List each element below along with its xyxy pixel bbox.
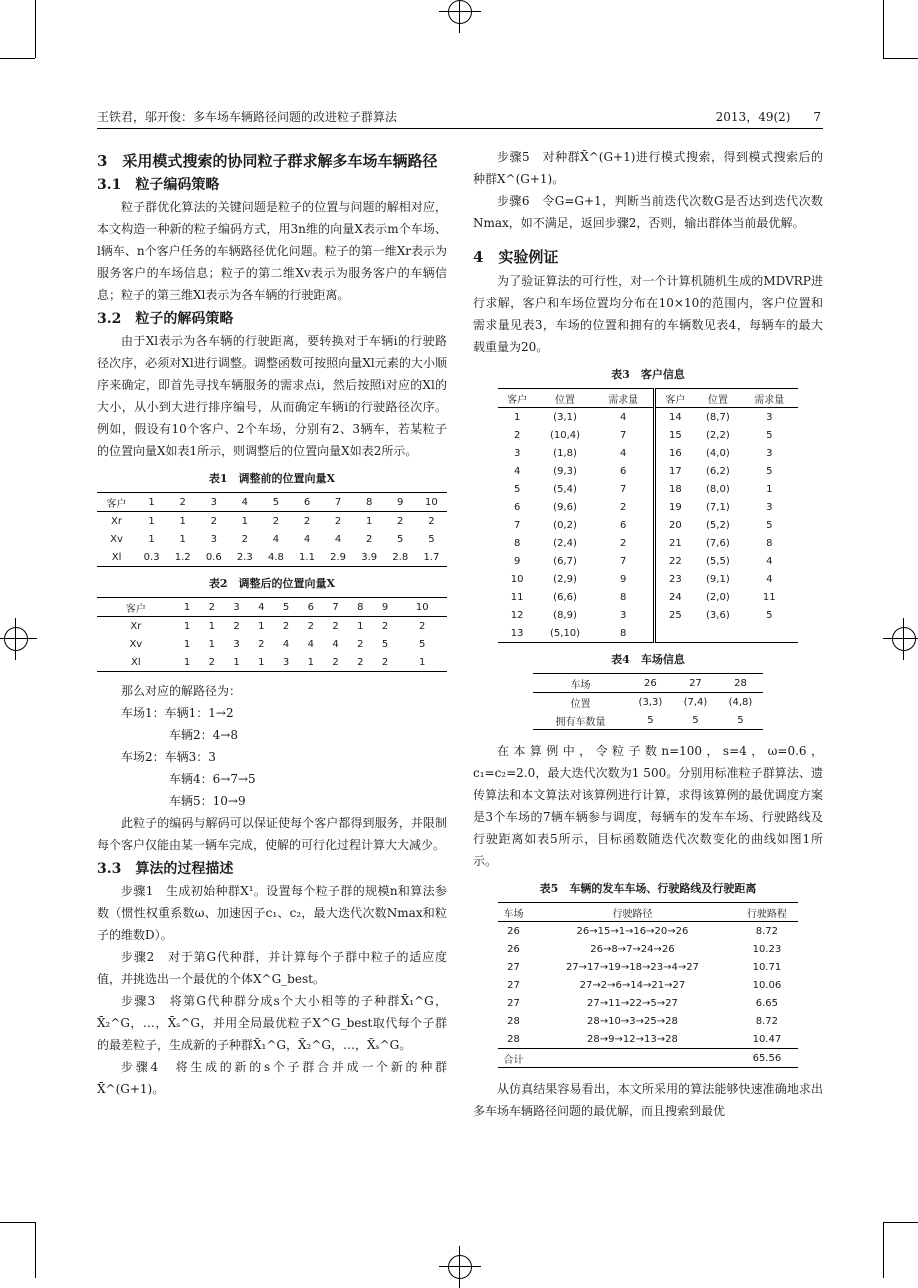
- table-cell: 2: [282, 620, 290, 632]
- table-cell: 4: [282, 638, 290, 650]
- crop-mark: [883, 1222, 884, 1278]
- table-cell: (1,8): [553, 447, 577, 459]
- table-5-caption: 表5 车辆的发车车场、行驶路线及行驶距离: [539, 882, 757, 895]
- table-cell: 20: [654, 516, 695, 534]
- table-cell: 1: [365, 515, 373, 527]
- table-header-cell: 客户: [498, 389, 536, 408]
- table-row: [97, 548, 447, 567]
- table-cell: 7: [620, 483, 627, 495]
- table-cell: 5: [397, 533, 404, 545]
- table-header-cell: 2: [199, 598, 224, 617]
- table-cell: 2: [210, 515, 217, 527]
- table-header-cell: 6: [298, 598, 323, 617]
- registration-mark: [448, 0, 472, 24]
- table-cell: 3: [766, 501, 773, 513]
- table-cell: 24: [654, 588, 695, 606]
- table-cell: (10,4): [550, 429, 581, 441]
- table-cell: 4: [303, 533, 311, 545]
- table-row: [498, 976, 798, 994]
- table-cell: 8: [766, 537, 773, 549]
- table-cell: 2: [258, 638, 265, 650]
- table-cell: 6.65: [755, 997, 779, 1009]
- table-cell: 1.1: [299, 551, 315, 563]
- table-row: [498, 958, 798, 976]
- table-cell: 22: [654, 552, 695, 570]
- table-header-cell: 客户: [97, 598, 175, 617]
- table-cell: 18: [654, 480, 695, 498]
- table-row: [498, 922, 798, 941]
- table-row: [97, 653, 447, 672]
- table-cell: 拥有车数量: [555, 716, 606, 728]
- table-cell: 16: [654, 444, 695, 462]
- table-cell: (2,0): [706, 591, 730, 603]
- table-row: [97, 635, 447, 653]
- table-cell: (2,4): [553, 537, 577, 549]
- table-cell: 4: [620, 411, 627, 423]
- table-cell: 3: [766, 447, 773, 459]
- step-6: 步骤6 令G=G+1，判断当前迭代次数G是否达到迭代次数Nmax，如不满足，返回步骤2，否则，输出群体当前最优解。: [473, 194, 823, 230]
- table-row: [97, 617, 447, 636]
- table-cell: [741, 624, 798, 643]
- table-cell: 合计: [498, 1049, 529, 1068]
- table-header-cell: 行驶路程: [736, 903, 798, 922]
- table-cell: 10.23: [752, 943, 782, 955]
- table-row: [498, 606, 798, 624]
- table-cell: 3: [233, 638, 240, 650]
- table-cell: 1: [513, 411, 521, 423]
- table-header-cell: 需求量: [741, 389, 798, 408]
- table-cell: (5,2): [706, 519, 730, 531]
- table-row: [498, 498, 798, 516]
- route-line: 车辆2：4→8: [169, 728, 238, 742]
- table-row: [498, 1012, 798, 1030]
- table-cell: 2: [513, 429, 521, 441]
- table-cell: 3: [513, 447, 521, 459]
- table-cell: 2.9: [330, 551, 347, 563]
- table-cell: 1: [258, 620, 265, 632]
- table-cell: 10: [510, 573, 524, 585]
- table-total-row: [498, 1049, 798, 1068]
- table-cell: 11: [762, 591, 776, 603]
- table-cell: 5: [692, 714, 699, 726]
- table-header-cell: 客户: [97, 493, 136, 512]
- step-2: 步骤2 对于第G代种群，并计算每个子群中粒子的适应度值，并挑选出一个最优的个体X^G_best。: [97, 950, 447, 986]
- table-cell: 6: [513, 501, 521, 513]
- table-cell: (7,4): [683, 696, 708, 708]
- table-row: [498, 534, 798, 552]
- table-cell: 0.3: [143, 551, 160, 563]
- table-cell: 2: [357, 638, 364, 650]
- table-header-cell: 车场: [533, 674, 628, 693]
- table-cell: 4: [334, 533, 342, 545]
- table-cell: 1: [179, 515, 186, 527]
- table-cell: 1: [241, 515, 249, 527]
- running-header-issue: 2013，49(2) 7: [715, 110, 821, 124]
- table-cell: 28→10→3→25→28: [587, 1015, 678, 1027]
- table-cell: Xl: [111, 551, 122, 563]
- table-header-cell: 9: [373, 598, 398, 617]
- table-cell: 1: [357, 620, 364, 632]
- table-cell: 8: [620, 591, 627, 603]
- table-cell: 0.6: [205, 551, 222, 563]
- section-3-1-title: 3.1 粒子编码策略: [97, 177, 220, 193]
- table-header-cell: 4: [249, 598, 274, 617]
- table-cell: (5,4): [553, 483, 577, 495]
- crop-mark: [0, 1222, 35, 1223]
- paragraph: 此粒子的编码与解码可以保证使每个客户都得到服务，并限制每个客户仅能由某一辆车完成，使解的可行化过程计算大大减少。: [97, 816, 447, 852]
- table-row: [498, 994, 798, 1012]
- table-cell: 3: [282, 656, 290, 668]
- table-cell: 4: [766, 555, 773, 567]
- table-cell: 26→15→1→16→20→26: [576, 925, 689, 937]
- table-1: [97, 492, 447, 567]
- table-row: [498, 426, 798, 444]
- table-row: [498, 940, 798, 958]
- table-cell: 26→8→7→24→26: [590, 943, 675, 955]
- table-header-cell: 27: [673, 674, 718, 693]
- table-cell: Xr: [111, 515, 123, 527]
- table-cell: 25: [654, 606, 695, 624]
- table-cell: (4,0): [706, 447, 730, 459]
- table-cell: 5: [381, 638, 389, 650]
- table-cell: 65.56: [736, 1049, 798, 1068]
- paragraph: 由于Xl表示为各车辆的行驶距离，要转换对于车辆i的行驶路径次序，必须对Xl进行调整。调整函数可按照向量Xl元素的大小顺序来确定，即首先寻找车辆服务的需求点i，然后按照i对应的Xl的大小，从小到大进行排序编号，从而确定车辆i的行驶路径次序。例如，假设有10个客户、2个车场，分别有2、3辆车，若某粒子的位置向量X如表1所示，则调整后的位置向量X如表2所示。: [97, 334, 447, 458]
- table-row: [498, 552, 798, 570]
- table-cell: 7: [620, 429, 627, 441]
- table-row: [97, 530, 447, 548]
- table-cell: 7: [620, 555, 627, 567]
- table-cell: (8,0): [706, 483, 730, 495]
- table-row: [498, 408, 798, 427]
- route-line: 车辆4：6→7→5: [169, 772, 256, 786]
- table-cell: 1: [183, 638, 191, 650]
- table-cell: 28: [507, 1033, 520, 1045]
- table-cell: (6,7): [553, 555, 577, 567]
- table-cell: (6,2): [706, 465, 730, 477]
- table-cell: 28→9→12→13→28: [587, 1033, 678, 1045]
- table-cell: 21: [654, 534, 695, 552]
- table-header-cell: 5: [274, 598, 299, 617]
- table-cell: 27: [507, 979, 520, 991]
- table-cell: 5: [513, 483, 521, 495]
- table-cell: 2: [357, 656, 364, 668]
- table-cell: 3: [210, 533, 217, 545]
- table-cell: 5: [647, 714, 654, 726]
- table-cell: 5: [766, 609, 773, 621]
- table-cell: (7,6): [706, 537, 730, 549]
- table-cell: 4: [513, 465, 521, 477]
- table-cell: 1: [148, 515, 155, 527]
- table-cell: 8.72: [755, 1015, 779, 1027]
- registration-mark: [448, 1255, 472, 1279]
- table-cell: 10.06: [752, 979, 782, 991]
- table-cell: 2: [332, 656, 339, 668]
- table-cell: 1.7: [423, 551, 440, 563]
- table-cell: 1: [179, 533, 186, 545]
- table-cell: 2: [241, 533, 249, 545]
- table-cell: 13: [510, 627, 524, 639]
- crop-mark: [35, 1222, 36, 1278]
- table-cell: 1: [258, 656, 265, 668]
- table-cell: 2: [381, 620, 389, 632]
- table-cell: 5: [766, 519, 773, 531]
- table-cell: 5: [428, 533, 435, 545]
- right-column: [473, 146, 823, 1122]
- table-cell: (6,6): [553, 591, 577, 603]
- table-cell: 2: [620, 537, 627, 549]
- table-cell: 1: [208, 638, 215, 650]
- table-header-cell: 位置: [695, 389, 740, 408]
- table-cell: 2.8: [392, 551, 409, 563]
- table-cell: (9,3): [553, 465, 577, 477]
- table-cell: 14: [654, 408, 695, 427]
- table-header-cell: 需求量: [594, 389, 654, 408]
- table-cell: 3.9: [361, 551, 378, 563]
- table-cell: 5: [419, 638, 426, 650]
- step-1: 步骤1 生成初始种群X¹。设置每个粒子群的规模n和算法参数（惯性权重系数ω、加速因子c₁、c₂，最大迭代次数Nmax和粒子的维数D）。: [97, 884, 447, 942]
- table-cell: (3,3): [638, 696, 663, 708]
- table-cell: 12: [510, 609, 524, 621]
- table-header-cell: 8: [348, 598, 373, 617]
- table-row: [533, 711, 763, 730]
- crop-mark: [883, 0, 884, 58]
- table-cell: 27: [507, 997, 520, 1009]
- table-cell: 4: [307, 638, 314, 650]
- route-line: 车场1：车辆1：1→2: [121, 706, 234, 720]
- table-row: [498, 624, 798, 643]
- table-cell: 位置: [570, 698, 591, 710]
- table-header-cell: 5: [260, 493, 291, 512]
- table-cell: 4: [332, 638, 339, 650]
- table-cell: (8,7): [706, 411, 730, 423]
- table-row: [498, 480, 798, 498]
- table-header-cell: 行驶路径: [529, 903, 736, 922]
- table-header-cell: 9: [385, 493, 416, 512]
- table-row: [498, 462, 798, 480]
- table-3-caption: 表3 客户信息: [611, 368, 685, 381]
- section-3-2-title: 3.2 粒子的解码策略: [97, 311, 234, 327]
- table-cell: 8.72: [755, 925, 779, 937]
- table-cell: 9: [513, 555, 521, 567]
- step-5: 步骤5 对种群X̄^(G+1)进行模式搜索，得到模式搜索后的种群X^(G+1)。: [473, 150, 823, 186]
- table-cell: 28: [507, 1015, 520, 1027]
- table-cell: Xv: [110, 533, 123, 545]
- table-cell: 4: [620, 447, 627, 459]
- table-header-cell: 4: [229, 493, 260, 512]
- table-cell: 1: [183, 656, 191, 668]
- table-cell: 8: [620, 627, 627, 639]
- paragraph: 从仿真结果容易看出，本文所采用的算法能够快速准确地求出多车场车辆路径问题的最优解，而且搜索到最优: [473, 1082, 823, 1118]
- table-header-cell: 7: [323, 598, 348, 617]
- table-header-cell: 车场: [498, 903, 529, 922]
- table-cell: (9,1): [706, 573, 730, 585]
- table-cell: 2: [233, 620, 240, 632]
- table-row: [97, 512, 447, 531]
- table-header-cell: 1: [175, 598, 200, 617]
- section-3-title: 3 采用模式搜索的协同粒子群求解多车场车辆路径: [97, 152, 438, 170]
- step-4: 步骤4 将生成的新的s个子群合并成一个新的种群X̄^(G+1)。: [97, 1060, 447, 1096]
- crop-mark: [35, 0, 36, 58]
- route-line: 车辆5：10→9: [169, 794, 246, 808]
- crop-mark: [883, 1222, 918, 1223]
- crop-mark: [0, 58, 35, 59]
- table-cell: 1: [183, 620, 191, 632]
- table-header-cell: 7: [323, 493, 354, 512]
- table-cell: 23: [654, 570, 695, 588]
- table-cell: (0,2): [553, 519, 577, 531]
- table-row: [498, 588, 798, 606]
- table-header-cell: 8: [354, 493, 385, 512]
- table-cell: 1: [208, 620, 215, 632]
- table-cell: 9: [620, 573, 627, 585]
- table-cell: (3,6): [706, 609, 730, 621]
- table-header-cell: 位置: [536, 389, 594, 408]
- table-cell: 2.3: [236, 551, 253, 563]
- table-row: [498, 570, 798, 588]
- table-cell: (5,10): [550, 627, 581, 639]
- section-4-title: 4 实验例证: [473, 248, 559, 266]
- running-header-title: 王铁君，邬开俊：多车场车辆路径问题的改进粒子群算法: [97, 110, 398, 124]
- table-cell: 4.8: [267, 551, 284, 563]
- table-cell: Xv: [129, 638, 143, 650]
- table-2: [97, 597, 447, 672]
- table-cell: 2: [365, 533, 373, 545]
- registration-mark: [892, 627, 916, 651]
- table-cell: 2: [397, 515, 404, 527]
- table-cell: 4: [272, 533, 280, 545]
- registration-mark: [4, 627, 28, 651]
- table-cell: (9,6): [553, 501, 577, 513]
- table-header-cell: 10: [397, 598, 447, 617]
- table-header-cell: 3: [198, 493, 229, 512]
- step-3: 步骤3 将第G代种群分成s个大小相等的子种群X̄₁^G，X̄₂^G，…，X̄ₛ^G，并用全局最优粒子X^G_best取代每个子群的最差粒子，生成新的子种群X̃₁^G，X̃₂^G，…，X̃ₛ^G。: [97, 994, 447, 1052]
- table-row: [533, 693, 763, 712]
- table-cell: 6: [620, 519, 627, 531]
- table-cell: 10.71: [752, 961, 782, 973]
- table-row: [498, 516, 798, 534]
- paragraph: 粒子群优化算法的关键问题是粒子的位置与问题的解相对应，本文构造一种新的粒子编码方式，用3n维的向量X表示m个车场、l辆车、n个客户任务的车辆路径优化问题。粒子的第一维Xr表示为服务客户的车场信息；粒子的第二维Xv表示为服务客户的车辆信息；粒子的第三维Xl表示为各车辆的行驶距离。: [97, 200, 447, 302]
- table-cell: 26: [507, 925, 520, 937]
- table-cell: (7,1): [706, 501, 730, 513]
- table-header-cell: 3: [224, 598, 249, 617]
- table-4: [533, 673, 763, 730]
- table-cell: 4: [766, 573, 773, 585]
- table-cell: 2: [303, 515, 311, 527]
- table-header-cell: 10: [416, 493, 447, 512]
- table-cell: 1.2: [174, 551, 191, 563]
- table-cell: [529, 1049, 736, 1068]
- paragraph: 在本算例中，令粒子数n=100，s=4，ω=0.6，c₁=c₂=2.0，最大迭代次数为1 500。分别用标准粒子群算法、遗传算法和本文算法对该算例进行计算，求得该算例的最优调度方案是3个车场的7辆车辆参与调度，每辆车的发车车场、行驶路线及行驶距离如表5所示，目标函数随迭代次数变化的曲线如图1所示。: [473, 744, 823, 868]
- table-cell: 10.47: [752, 1033, 782, 1045]
- table-cell: 19: [654, 498, 695, 516]
- table-cell: 5: [766, 465, 773, 477]
- crop-mark: [883, 58, 918, 59]
- table-cell: 1: [766, 483, 773, 495]
- table-cell: (4,8): [728, 696, 753, 708]
- table-cell: 17: [654, 462, 695, 480]
- section-3-3-title: 3.3 算法的过程描述: [97, 861, 234, 877]
- table-cell: 27→17→19→18→23→4→27: [565, 961, 699, 973]
- table-cell: (8,9): [553, 609, 577, 621]
- table-cell: 3: [766, 411, 773, 423]
- table-cell: (2,2): [706, 429, 730, 441]
- table-cell: 2: [272, 515, 280, 527]
- route-line: 车场2：车辆3：3: [121, 750, 216, 764]
- table-cell: 2: [332, 620, 339, 632]
- table-cell: 2: [381, 656, 389, 668]
- left-column: [97, 146, 447, 1100]
- table-cell: 2: [419, 620, 426, 632]
- table-cell: Xr: [130, 620, 142, 632]
- table-header-cell: 28: [718, 674, 763, 693]
- table-cell: 1: [148, 533, 155, 545]
- table-5: [498, 902, 798, 1068]
- table-cell: 1: [233, 656, 240, 668]
- table-cell: 2: [208, 656, 215, 668]
- table-cell: 1: [307, 656, 314, 668]
- table-cell: 15: [654, 426, 695, 444]
- table-header-cell: 客户: [654, 389, 695, 408]
- table-header-cell: 1: [136, 493, 167, 512]
- decode-intro: 那么对应的解路径为：: [121, 684, 242, 698]
- table-cell: 27→11→22→5→27: [587, 997, 678, 1009]
- table-3: [498, 388, 798, 643]
- table-cell: 6: [620, 465, 627, 477]
- table-4-caption: 表4 车场信息: [611, 653, 685, 666]
- table-cell: 3: [620, 609, 627, 621]
- table-cell: 1: [419, 656, 426, 668]
- table-cell: Xl: [131, 656, 141, 668]
- table-header-cell: 6: [291, 493, 322, 512]
- table-cell: [695, 624, 740, 643]
- table-header-cell: 26: [628, 674, 673, 693]
- table-cell: 2: [620, 501, 627, 513]
- table-cell: 8: [513, 537, 521, 549]
- table-cell: (3,1): [553, 411, 577, 423]
- table-cell: (2,9): [553, 573, 577, 585]
- table-cell: 5: [766, 429, 773, 441]
- table-row: [498, 1030, 798, 1049]
- table-row: [498, 444, 798, 462]
- table-header-cell: 2: [167, 493, 198, 512]
- table-2-caption: 表2 调整后的位置向量X: [208, 577, 336, 590]
- table-cell: 2: [334, 515, 342, 527]
- table-cell: 2: [307, 620, 314, 632]
- table-cell: 5: [737, 714, 744, 726]
- table-cell: 7: [513, 519, 521, 531]
- table-cell: 26: [507, 943, 520, 955]
- table-cell: [654, 624, 695, 643]
- table-cell: 27: [507, 961, 520, 973]
- table-cell: 2: [428, 515, 435, 527]
- table-cell: 27→2→6→14→21→27: [579, 979, 686, 991]
- table-cell: 11: [510, 591, 524, 603]
- table-1-caption: 表1 调整前的位置向量X: [208, 472, 336, 485]
- paragraph: 为了验证算法的可行性，对一个计算机随机生成的MDVRP进行求解，客户和车场位置均分布在10×10的范围内，客户位置和需求量见表3，车场的位置和拥有的车辆数见表4，每辆车的最大载重量为20。: [473, 274, 823, 354]
- header-rule: [97, 128, 823, 129]
- table-cell: (5,5): [706, 555, 730, 567]
